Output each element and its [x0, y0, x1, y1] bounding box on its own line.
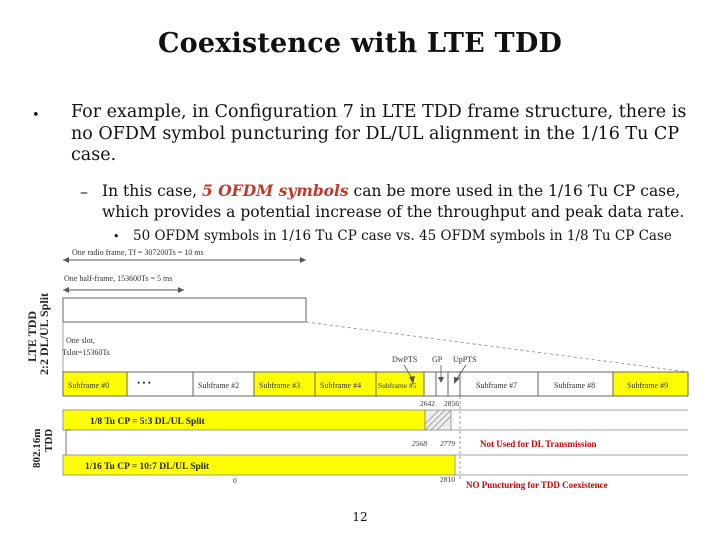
gp-label: GP [432, 355, 443, 364]
bullet-3-text: 50 OFDM symbols in 1/16 Tu CP case vs. 45 OFDM symbols in 1/8 Tu CP Case [133, 228, 672, 244]
dash-marker: – [80, 182, 88, 201]
subframe-label: Subframe #4 [320, 381, 362, 390]
bullet-2-emphasis: 5 OFDM symbols [202, 181, 349, 200]
radio-frame-box [63, 298, 306, 322]
dwpts-label: DwPTS [392, 355, 418, 364]
slot-label-2: Tslot=15360Ts [62, 348, 110, 357]
uppts-label: UpPTS [453, 355, 477, 364]
zoom-line-right [306, 322, 688, 372]
m16-side-label-1: 802.16m [31, 428, 43, 468]
arrow-head-left-icon [63, 287, 69, 293]
not-used-note: Not Used for DL Transmission [480, 439, 597, 449]
lte-side-label-1: LTE TDD [25, 310, 39, 362]
slide-title: Coexistence with LTE TDD [157, 28, 563, 59]
value-label: 2810 [440, 475, 455, 484]
no-puncturing-note: NO Puncturing for TDD Coexistence [466, 480, 608, 490]
arrow-head-right-icon [178, 287, 184, 293]
subframe-label: Subframe #5 [378, 381, 417, 390]
split-1-16-label: 1/16 Tu CP = 10:7 DL/UL Split [85, 462, 210, 472]
arrow-head-right-icon [300, 257, 306, 263]
row-bracket [66, 430, 70, 456]
zero-label: 0 [233, 476, 237, 485]
arrow-head-left-icon [63, 257, 69, 263]
gp-cell [436, 372, 448, 396]
subframe-label: Subframe #0 [68, 381, 110, 390]
bullet-2-post: can be more used in the 1/16 Tu CP case, which provides a potential increase of the throughput and peak data rate. [102, 182, 685, 221]
split-1-8-label: 1/8 Tu CP = 5:3 DL/UL Split [90, 417, 205, 427]
value-label: 2568 [412, 439, 427, 448]
lte-side-label-2: 2:2 DL/UL Split [37, 292, 51, 375]
value-label: 2642 [420, 399, 435, 408]
bullet-1-text: For example, in Configuration 7 in LTE TDD frame structure, there is no OFDM symbol puncturing for DL/UL alignment in the 1/16 Tu CP case. [71, 102, 687, 165]
bullet-marker: • [32, 108, 40, 123]
subframe-label: Subframe #8 [554, 381, 596, 390]
bullet-2-pre: In this case, [102, 182, 202, 200]
subframe-label: Subframe #9 [627, 381, 669, 390]
page-number: 12 [352, 510, 368, 524]
value-label: 2856 [444, 399, 459, 408]
value-label: 2779 [440, 439, 455, 448]
half-frame-label: One half-frame, 153600Ts = 5 ms [64, 274, 173, 283]
subframe-label: Subframe #7 [476, 381, 518, 390]
m16-side-label-2: TDD [43, 428, 55, 452]
frame-ellipsis: • • • [137, 378, 151, 388]
radio-frame-label: One radio frame, Tf = 307200Ts = 10 ms [72, 248, 204, 257]
dwpts-cell [424, 372, 436, 396]
subframe-label: Subframe #2 [198, 381, 240, 390]
slot-label-1: One slot, [66, 336, 95, 345]
sub-bullet-marker: • [113, 230, 120, 243]
subframe-label: Subframe #3 [259, 381, 301, 390]
